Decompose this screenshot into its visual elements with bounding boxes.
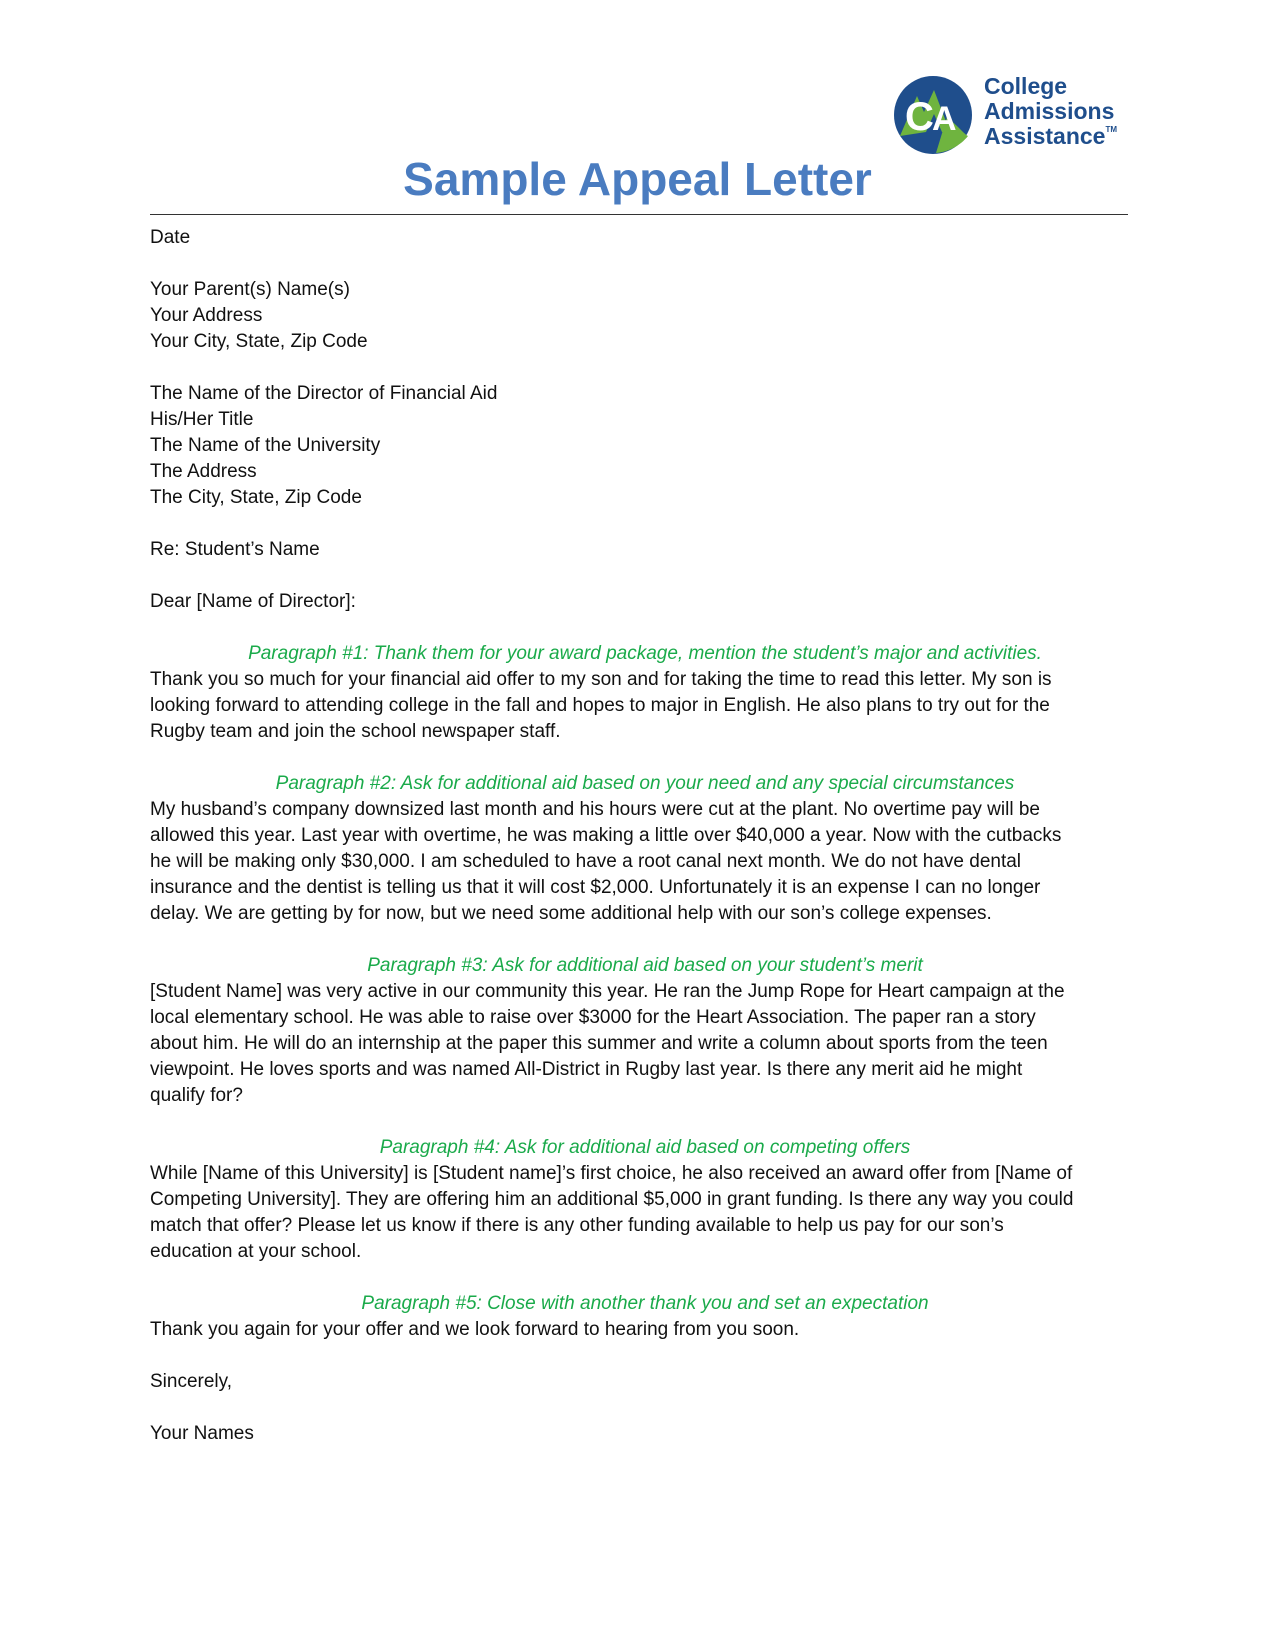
paragraph-line: viewpoint. He loves sports and was named All-District in Rugby last year. Is there any merit aid he might	[150, 1059, 1023, 1080]
recipient-line: The Address	[150, 461, 257, 482]
sender-line: Your Parent(s) Name(s)	[150, 279, 350, 300]
logo-line-college: College	[984, 73, 1068, 99]
college-admissions-logo-icon	[890, 72, 976, 158]
paragraph-hint: Paragraph #5: Close with another thank you and set an expectation	[361, 1293, 929, 1314]
paragraph-line: My husband’s company downsized last month and his hours were cut at the plant. No overtime pay will be	[150, 799, 1040, 820]
paragraph-4	[150, 1135, 1140, 1265]
paragraph-line: local elementary school. He was able to raise over $3000 for the Heart Association. The paper ran a story	[150, 1007, 1036, 1028]
paragraph-line: Rugby team and join the school newspaper staff.	[150, 721, 561, 742]
logo-text	[984, 74, 1117, 149]
page-title: Sample Appeal Letter	[403, 153, 872, 205]
paragraph-line: qualify for?	[150, 1085, 243, 1106]
paragraph-line: Thank you again for your offer and we look forward to hearing from you soon.	[150, 1319, 800, 1340]
paragraph-line: about him. He will do an internship at the paper this summer and write a column about sports from the teen	[150, 1033, 1048, 1054]
salutation: Dear [Name of Director]:	[150, 591, 356, 612]
paragraph-5	[150, 1291, 1140, 1343]
signature: Your Names	[150, 1423, 254, 1444]
recipient-line: The Name of the Director of Financial Aid	[150, 383, 498, 404]
svg-text:C: C	[905, 95, 934, 139]
sender-block	[150, 277, 1140, 355]
paragraph-line: delay. We are getting by for now, but we need some additional help with our son’s college expenses.	[150, 903, 992, 924]
recipient-line: The Name of the University	[150, 435, 381, 456]
recipient-line: The City, State, Zip Code	[150, 487, 362, 508]
paragraph-line: he will be making only $30,000. I am scheduled to have a root canal next month. We do not have dental	[150, 851, 1022, 872]
paragraph-hint: Paragraph #1: Thank them for your award package, mention the student’s major and activities.	[248, 643, 1042, 664]
trademark: TM	[1105, 125, 1118, 134]
paragraph-hint: Paragraph #4: Ask for additional aid based on competing offers	[379, 1137, 911, 1158]
paragraph-line: match that offer? Please let us know if there is any other funding available to help us pay for our son’s	[150, 1215, 1004, 1236]
paragraph-hint: Paragraph #2: Ask for additional aid based on your need and any special circumstances	[275, 773, 1015, 794]
paragraph-line: insurance and the dentist is telling us that it will cost $2,000. Unfortunately it is an expense I can no longer	[150, 877, 1041, 898]
closing: Sincerely,	[150, 1371, 233, 1392]
re-line: Re: Student’s Name	[150, 539, 320, 560]
paragraph-line: Competing University]. They are offering him an additional $5,000 in grant funding. Is there any way you could	[150, 1189, 1074, 1210]
paragraph-line: looking forward to attending college in the fall and hopes to major in English. He also plans to try out for the	[150, 695, 1050, 716]
paragraph-2	[150, 771, 1140, 927]
title-divider	[150, 214, 1128, 215]
date-line: Date	[150, 227, 191, 248]
paragraph-line: While [Name of this University] is [Student name]’s first choice, he also received an award offer from [Name of	[150, 1163, 1073, 1184]
paragraph-3	[150, 953, 1140, 1109]
logo-line-assistance: Assistance™	[984, 123, 1118, 149]
paragraph-line: Thank you so much for your financial aid offer to my son and for taking the time to read this letter. My son is	[150, 669, 1052, 690]
sender-line: Your City, State, Zip Code	[150, 331, 368, 352]
svg-text:A: A	[932, 100, 957, 138]
letter-body	[150, 225, 1140, 1447]
sender-line: Your Address	[150, 305, 263, 326]
company-logo	[890, 72, 1150, 158]
recipient-block	[150, 381, 1140, 511]
recipient-line: His/Her Title	[150, 409, 254, 430]
paragraph-hint: Paragraph #3: Ask for additional aid based on your student’s merit	[367, 955, 923, 976]
paragraph-line: allowed this year. Last year with overtime, he was making a little over $40,000 a year. Now with the cutbacks	[150, 825, 1062, 846]
paragraph-1	[150, 641, 1140, 745]
paragraph-line: education at your school.	[150, 1241, 362, 1262]
logo-line-admissions: Admissions	[984, 98, 1115, 124]
paragraph-line: [Student Name] was very active in our community this year. He ran the Jump Rope for Heart campaign at the	[150, 981, 1065, 1002]
